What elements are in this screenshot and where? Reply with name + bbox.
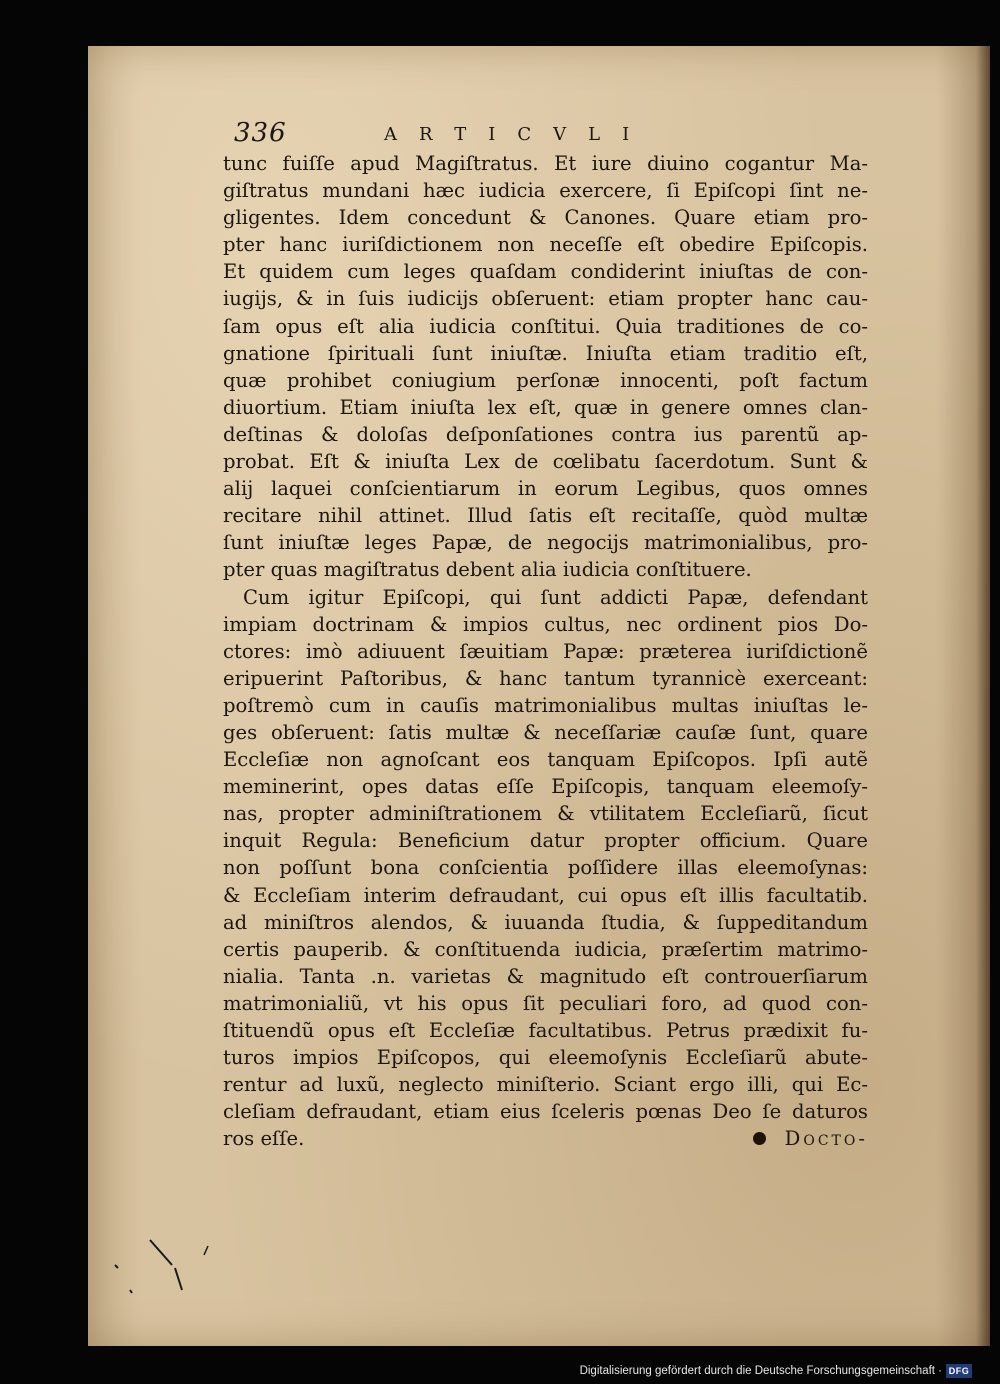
text-line: giſtratus mundani hæc iudicia exercere, ſi Epiſcopi ſint ne- [223, 179, 868, 203]
text-line: certis pauperib. & conſtituenda iudicia, præſertim matrimo- [223, 937, 868, 961]
running-head [234, 118, 794, 148]
text-line: deſtinas & doloſas deſponſationes contra ius parentũ ap- [223, 422, 868, 446]
text-line: & Eccleſiam interim defraudant, cui opus eſt illis facultatib. [223, 883, 868, 907]
text-line: ſunt iniuſtæ leges Papæ, de negocijs matrimonialibus, pro- [223, 531, 868, 555]
final-line [223, 1125, 868, 1152]
text-line: alij laquei conſcientiarum in eorum Legibus, quos omnes [223, 477, 868, 501]
page-fore-edge [976, 46, 990, 1346]
text-line: pter quas magiſtratus debent alia iudicia conſtituere. [223, 558, 752, 582]
margin-scribbles [0, 1180, 300, 1310]
text-line: diuortium. Etiam iniuſta lex eſt, quæ in genere omnes clan- [223, 395, 868, 419]
footer-credit [580, 1363, 972, 1379]
text-line: impiam doctrinam & impios cultus, nec ordinent pios Do- [223, 612, 868, 636]
text-line: ſam opus eſt alia iudicia conſtitui. Quia traditiones de co- [223, 314, 868, 338]
text-line: ſtituendũ opus eſt Eccleſiæ facultatibus. Petrus prædixit fu- [223, 1019, 868, 1042]
text-line: ros eſſe. [223, 1127, 305, 1151]
text-line: Et quidem cum leges quaſdam condiderint iniuſtas de con- [223, 260, 868, 284]
text-line: turos impios Epiſcopos, qui eleemoſynis Eccleſiarũ abute- [223, 1046, 868, 1070]
text-line: eripuerint Paſtoribus, & hanc tantum tyrannicè exerceant: [223, 666, 868, 690]
text-line: non poſſunt bona conſcientia poſſidere illas eleemoſynas: [223, 856, 868, 880]
catchword: Docto- [784, 1127, 868, 1151]
text-line: meminerint, opes datas eſſe Epiſcopis, tanquam eleemoſy- [223, 775, 868, 799]
text-line: gnatione ſpirituali ſunt iniuſtæ. Iniuſta etiam traditio eſt, [223, 341, 868, 365]
text-line: gligentes. Idem concedunt & Canones. Quare etiam pro- [223, 206, 868, 230]
ink-spot [753, 1132, 766, 1145]
text-line: probat. Eſt & iniuſta Lex de cœlibatu ſacerdotum. Sunt & [223, 450, 868, 474]
dfg-logo-icon: DFG [946, 1364, 972, 1378]
text-line: Cum igitur Epiſcopi, qui ſunt addicti Papæ, defendant [243, 585, 868, 609]
text-line: rentur ad luxũ, neglecto miniſterio. Sciant ergo illi, qui Ec- [223, 1073, 868, 1097]
text-line: tunc fuiſſe apud Magiſtratus. Et iure diuino cogantur Ma- [223, 152, 868, 175]
text-line: Eccleſiæ non agnoſcant eos tanquam Epiſcopos. Ipſi autẽ [223, 748, 868, 772]
text-line: ad miniſtros alendos, & iuuanda ſtudia, & ſuppeditandum [223, 910, 868, 934]
text-line: nas, propter adminiſtrationem & vtilitatem Eccleſiarũ, ſicut [223, 802, 868, 826]
text-line: ctores: imò adiuuent ſæuitiam Papæ: prӕterea iuriſdictionẽ [223, 639, 868, 663]
text-line: inquit Regula: Beneficium datur propter officium. Quare [223, 829, 868, 853]
page-number: 336 [234, 118, 287, 148]
text-line: nialia. Tanta .n. varietas & magnitudo eſt controuerſiarum [223, 964, 868, 988]
text-line: poſtremò cum in cauſis matrimonialibus multas iniuſtas le- [223, 693, 868, 717]
text-line: ges obſeruent: ſatis multæ & neceſſariæ cauſæ ſunt, quare [223, 720, 868, 744]
running-head-title: ARTICVLI [384, 124, 652, 145]
text-line: cleſiam defraudant, etiam eius ſceleris pœnas Deo ſe daturos [223, 1100, 868, 1124]
body-text [223, 150, 868, 1152]
text-line: pter hanc iuriſdictionem non neceſſe eſt obedire Epiſcopis. [223, 233, 868, 257]
text-line: iugijs, & in ſuis iudicijs obſeruent: etiam propter hanc cau- [223, 287, 868, 311]
text-line: quæ prohibet coniugium perſonæ innocenti, poſt factum [223, 368, 868, 392]
text-line: matrimonialiũ, vt his opus ſit peculiari foro, ad quod con- [223, 991, 868, 1015]
funding-credit-text: Digitalisierung gefördert durch die Deutsche Forschungsgemeinschaft · [579, 1365, 942, 1377]
text-line: recitare nihil attinet. Illud ſatis eſt recitaſſe, quòd multæ [223, 504, 868, 528]
